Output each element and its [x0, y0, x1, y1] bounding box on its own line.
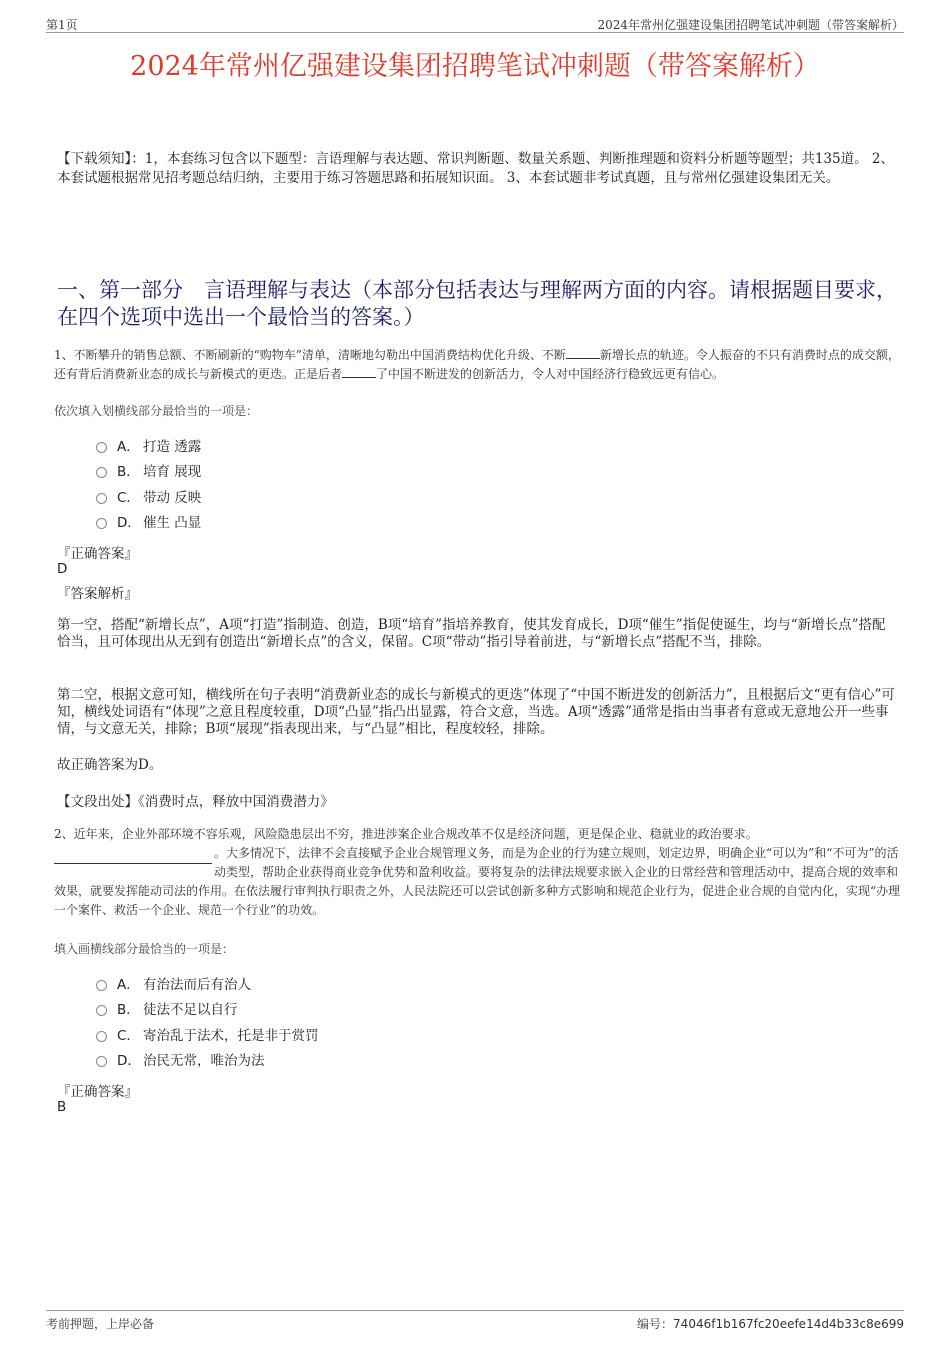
radio-icon[interactable] [96, 980, 107, 991]
question-2-prompt: 填入画横线部分最恰当的一项是： [54, 942, 235, 956]
section-heading: 一、第一部分 言语理解与表达（本部分包括表达与理解两方面的内容。请根据题目要求，在四个选项中选出一个最恰当的答案。） [57, 278, 897, 329]
answer-value: B [57, 1099, 67, 1115]
question-1-prompt: 依次填入划横线部分最恰当的一项是： [54, 404, 259, 418]
radio-icon[interactable] [96, 1005, 107, 1016]
answer-label: 『正确答案』 [57, 1084, 138, 1100]
analysis-conclusion: 故正确答案为D。 [57, 757, 163, 773]
fill-blank [342, 365, 376, 378]
option-d[interactable]: D． 催生 凸显 [96, 509, 201, 535]
option-b[interactable]: B． 培育 展现 [96, 458, 201, 484]
option-b[interactable]: B． 徒法不足以自行 [96, 996, 319, 1022]
option-a[interactable]: A． 有治法而后有治人 [96, 970, 319, 996]
text-source: 【文段出处】《消费时点，释放中国消费潜力》 [57, 794, 334, 810]
analysis-label: 『答案解析』 [57, 586, 138, 602]
fill-blank [566, 346, 600, 359]
question-2-options [96, 970, 319, 1072]
radio-icon[interactable] [96, 467, 107, 478]
fill-blank [54, 844, 212, 864]
radio-icon[interactable] [96, 1031, 107, 1042]
option-d[interactable]: D． 治民无常，唯治为法 [96, 1047, 319, 1073]
page-footer [46, 1310, 904, 1341]
answer-value: D [57, 561, 68, 577]
radio-icon[interactable] [96, 493, 107, 504]
answer-label: 『正确答案』 [57, 546, 138, 562]
radio-icon[interactable] [96, 442, 107, 453]
analysis-paragraph-2: 第二空，根据文意可知，横线所在句子表明“消费新业态的成长与新模式的更迭”体现了“中国不断进发的创新活力”，且根据后文“更有信心”可知，横线处词语有“体现”之意且程度较重，D项“凸显”指凸出显露，符合文意，当选。A项“透露”通常是指由当事者有意或无意地公开一些事情，与文意无关，排除；B项“展现”指表现出来，与“凸显”相比，程度较轻，排除。 [57, 687, 895, 737]
radio-icon[interactable] [96, 518, 107, 529]
question-1-options [96, 432, 201, 534]
radio-icon[interactable] [96, 1056, 107, 1067]
question-2-text: 2、近年来，企业外部环境不容乐观，风险隐患层出不穷，推进涉案企业合规改革不仅是经济问题，更是保企业、稳就业的政治要求。 。大多情况下，法律不会直接赋予企业合规管理义务，而是为企业的行为建立规则，划定边界，明确企业“可以为”和“不可为”的活动类型，帮助企业获得商业竞争优势和盈利收益。要将复杂的法律法规要求嵌入企业的日常经营和管理活动中，提高合规的效率和效果，就要发挥能动司法的作用。在依法履行审判执行职责之外，人民法院还可以尝试创新多种方式影响和规范企业行为，促进企业合规的自觉内化，实现“办理一个案件、救活一个企业、规范一个行业”的功效。 [54, 827, 901, 917]
page-header [46, 14, 904, 33]
header-doc-title: 2024年常州亿强建设集团招聘笔试冲刺题（带答案解析） [597, 18, 904, 32]
option-c[interactable]: C． 寄治乱于法术，托是非于赏罚 [96, 1021, 319, 1047]
download-notice: 【下载须知】：1，本套练习包含以下题型：言语理解与表达题、常识判断题、数量关系题、判断推理题和资料分析题等题型；共135道。 2、本套试题根据常见招考题总结归纳，主要用于练习答题思路和拓展知识面。 3、本套试题非考试真题，且与常州亿强建设集团无关。 [57, 151, 894, 186]
page-number: 第1页 [46, 18, 78, 32]
option-a[interactable]: A． 打造 透露 [96, 432, 201, 458]
analysis-paragraph-1: 第一空，搭配“新增长点”，A项“打造”指制造、创造，B项“培育”指培养教育，使其发育成长，D项“催生”指促使诞生，均与“新增长点”搭配恰当，且可体现出从无到有创造出“新增长点”的含义，保留。C项“带动”指引导着前进，与“新增长点”搭配不当，排除。 [57, 617, 886, 650]
question-1-text: 1、不断攀升的销售总额、不断刷新的“购物车”清单，清晰地勾勒出中国消费结构优化升级、不断 新增长点的轨迹。令人振奋的不只有消费时点的成交额，还有背后消费新业态的成长与新模式的更迭。正是后者 了中国不断进发的创新活力，令人对中国经济行稳致远更有信心。 [54, 348, 900, 381]
footer-slogan: 考前押题，上岸必备 [46, 1317, 155, 1331]
option-c[interactable]: C． 带动 反映 [96, 483, 201, 509]
page-title: 2024年常州亿强建设集团招聘笔试冲刺题（带答案解析） [130, 51, 820, 82]
document-code: 编号：74046f1b167fc20eefe14d4b33c8e699 [637, 1317, 904, 1331]
